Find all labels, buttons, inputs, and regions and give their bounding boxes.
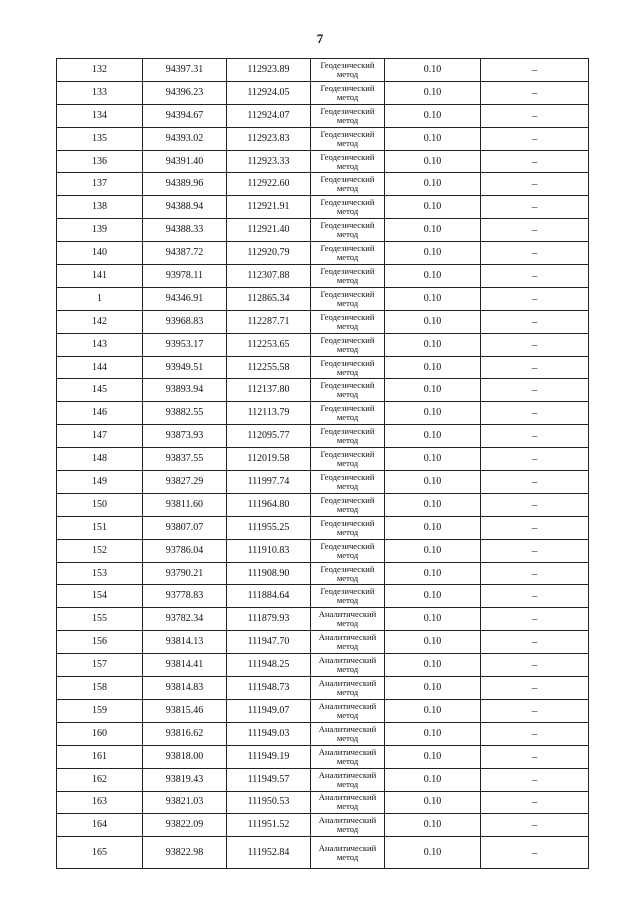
- cell-y: 111950.53: [227, 791, 311, 814]
- cell-point: 162: [57, 768, 143, 791]
- cell-y: 112865.34: [227, 287, 311, 310]
- cell-y: 112924.05: [227, 81, 311, 104]
- cell-note: –: [481, 242, 589, 265]
- cell-note: –: [481, 356, 589, 379]
- cell-x: 93778.83: [143, 585, 227, 608]
- cell-point: 160: [57, 722, 143, 745]
- cell-accuracy: 0.10: [385, 471, 481, 494]
- cell-accuracy: 0.10: [385, 173, 481, 196]
- cell-point: 137: [57, 173, 143, 196]
- cell-y: 112287.71: [227, 310, 311, 333]
- cell-point: 141: [57, 265, 143, 288]
- cell-x: 94397.31: [143, 59, 227, 82]
- cell-x: 94387.72: [143, 242, 227, 265]
- cell-x: 93873.93: [143, 425, 227, 448]
- cell-point: 154: [57, 585, 143, 608]
- cell-y: 112923.89: [227, 59, 311, 82]
- cell-method: Геодезический метод: [311, 59, 385, 82]
- cell-note: –: [481, 173, 589, 196]
- cell-x: 93818.00: [143, 745, 227, 768]
- coordinates-table: [56, 58, 589, 869]
- cell-y: 111949.07: [227, 699, 311, 722]
- coordinates-table-body: [57, 59, 589, 869]
- cell-method: Аналитический метод: [311, 699, 385, 722]
- cell-point: 139: [57, 219, 143, 242]
- table-row: [57, 814, 589, 837]
- cell-point: 159: [57, 699, 143, 722]
- table-row: [57, 265, 589, 288]
- cell-point: 150: [57, 493, 143, 516]
- table-row: [57, 356, 589, 379]
- cell-note: –: [481, 265, 589, 288]
- cell-y: 112920.79: [227, 242, 311, 265]
- cell-accuracy: 0.10: [385, 631, 481, 654]
- cell-point: 152: [57, 539, 143, 562]
- table-row: [57, 402, 589, 425]
- table-row: [57, 493, 589, 516]
- cell-accuracy: 0.10: [385, 654, 481, 677]
- cell-note: –: [481, 654, 589, 677]
- cell-point: 144: [57, 356, 143, 379]
- cell-y: 111948.25: [227, 654, 311, 677]
- cell-accuracy: 0.10: [385, 677, 481, 700]
- cell-method: Геодезический метод: [311, 516, 385, 539]
- cell-point: 134: [57, 104, 143, 127]
- cell-method: Геодезический метод: [311, 425, 385, 448]
- cell-x: 94346.91: [143, 287, 227, 310]
- cell-x: 93807.07: [143, 516, 227, 539]
- table-row: [57, 608, 589, 631]
- cell-note: –: [481, 493, 589, 516]
- cell-point: 156: [57, 631, 143, 654]
- cell-point: 164: [57, 814, 143, 837]
- cell-method: Аналитический метод: [311, 814, 385, 837]
- table-row: [57, 448, 589, 471]
- cell-method: Геодезический метод: [311, 173, 385, 196]
- cell-x: 93811.60: [143, 493, 227, 516]
- cell-method: Геодезический метод: [311, 196, 385, 219]
- cell-note: –: [481, 219, 589, 242]
- cell-accuracy: 0.10: [385, 242, 481, 265]
- cell-method: Геодезический метод: [311, 471, 385, 494]
- cell-method: Аналитический метод: [311, 608, 385, 631]
- cell-note: –: [481, 196, 589, 219]
- cell-y: 111879.93: [227, 608, 311, 631]
- table-row: [57, 81, 589, 104]
- cell-note: –: [481, 471, 589, 494]
- cell-point: 1: [57, 287, 143, 310]
- cell-y: 111951.52: [227, 814, 311, 837]
- cell-accuracy: 0.10: [385, 150, 481, 173]
- cell-note: –: [481, 448, 589, 471]
- cell-y: 111910.83: [227, 539, 311, 562]
- cell-method: Геодезический метод: [311, 493, 385, 516]
- cell-y: 112922.60: [227, 173, 311, 196]
- table-row: [57, 699, 589, 722]
- table-row: [57, 516, 589, 539]
- cell-y: 111884.64: [227, 585, 311, 608]
- cell-x: 93822.09: [143, 814, 227, 837]
- cell-method: Геодезический метод: [311, 150, 385, 173]
- cell-note: –: [481, 768, 589, 791]
- cell-x: 93814.83: [143, 677, 227, 700]
- cell-point: 135: [57, 127, 143, 150]
- cell-note: –: [481, 104, 589, 127]
- cell-y: 111949.03: [227, 722, 311, 745]
- cell-accuracy: 0.10: [385, 562, 481, 585]
- cell-method: Аналитический метод: [311, 654, 385, 677]
- cell-y: 112113.79: [227, 402, 311, 425]
- cell-method: Геодезический метод: [311, 402, 385, 425]
- table-row: [57, 219, 589, 242]
- cell-y: 111952.84: [227, 837, 311, 869]
- cell-x: 93949.51: [143, 356, 227, 379]
- cell-accuracy: 0.10: [385, 585, 481, 608]
- cell-accuracy: 0.10: [385, 837, 481, 869]
- cell-x: 94388.94: [143, 196, 227, 219]
- cell-point: 158: [57, 677, 143, 700]
- cell-note: –: [481, 287, 589, 310]
- cell-x: 93814.41: [143, 654, 227, 677]
- cell-point: 161: [57, 745, 143, 768]
- cell-point: 136: [57, 150, 143, 173]
- cell-note: –: [481, 127, 589, 150]
- cell-note: –: [481, 539, 589, 562]
- table-row: [57, 768, 589, 791]
- cell-accuracy: 0.10: [385, 104, 481, 127]
- cell-method: Геодезический метод: [311, 379, 385, 402]
- cell-point: 138: [57, 196, 143, 219]
- table-row: [57, 837, 589, 869]
- cell-accuracy: 0.10: [385, 402, 481, 425]
- cell-method: Аналитический метод: [311, 768, 385, 791]
- cell-accuracy: 0.10: [385, 493, 481, 516]
- cell-point: 146: [57, 402, 143, 425]
- table-row: [57, 150, 589, 173]
- cell-accuracy: 0.10: [385, 425, 481, 448]
- cell-y: 111948.73: [227, 677, 311, 700]
- cell-accuracy: 0.10: [385, 722, 481, 745]
- cell-note: –: [481, 745, 589, 768]
- table-row: [57, 425, 589, 448]
- cell-method: Аналитический метод: [311, 631, 385, 654]
- cell-method: Аналитический метод: [311, 791, 385, 814]
- cell-point: 133: [57, 81, 143, 104]
- cell-x: 93819.43: [143, 768, 227, 791]
- table-row: [57, 196, 589, 219]
- cell-x: 93893.94: [143, 379, 227, 402]
- cell-point: 151: [57, 516, 143, 539]
- table-row: [57, 104, 589, 127]
- cell-x: 93953.17: [143, 333, 227, 356]
- cell-note: –: [481, 59, 589, 82]
- cell-method: Геодезический метод: [311, 539, 385, 562]
- cell-note: –: [481, 333, 589, 356]
- cell-note: –: [481, 402, 589, 425]
- cell-point: 147: [57, 425, 143, 448]
- cell-method: Геодезический метод: [311, 81, 385, 104]
- cell-y: 112307.88: [227, 265, 311, 288]
- cell-accuracy: 0.10: [385, 516, 481, 539]
- cell-note: –: [481, 837, 589, 869]
- cell-accuracy: 0.10: [385, 745, 481, 768]
- cell-method: Геодезический метод: [311, 310, 385, 333]
- cell-accuracy: 0.10: [385, 265, 481, 288]
- cell-accuracy: 0.10: [385, 219, 481, 242]
- cell-note: –: [481, 608, 589, 631]
- cell-note: –: [481, 562, 589, 585]
- cell-note: –: [481, 631, 589, 654]
- table-row: [57, 379, 589, 402]
- table-row: [57, 287, 589, 310]
- cell-method: Геодезический метод: [311, 356, 385, 379]
- cell-x: 94393.02: [143, 127, 227, 150]
- cell-method: Геодезический метод: [311, 562, 385, 585]
- cell-accuracy: 0.10: [385, 379, 481, 402]
- cell-accuracy: 0.10: [385, 539, 481, 562]
- cell-method: Геодезический метод: [311, 265, 385, 288]
- cell-point: 163: [57, 791, 143, 814]
- cell-y: 112923.83: [227, 127, 311, 150]
- cell-note: –: [481, 722, 589, 745]
- cell-x: 93827.29: [143, 471, 227, 494]
- table-row: [57, 745, 589, 768]
- cell-accuracy: 0.10: [385, 356, 481, 379]
- cell-accuracy: 0.10: [385, 814, 481, 837]
- table-row: [57, 722, 589, 745]
- cell-x: 93882.55: [143, 402, 227, 425]
- cell-x: 94389.96: [143, 173, 227, 196]
- cell-y: 112253.65: [227, 333, 311, 356]
- cell-method: Геодезический метод: [311, 448, 385, 471]
- cell-y: 111955.25: [227, 516, 311, 539]
- cell-x: 93814.13: [143, 631, 227, 654]
- table-row: [57, 310, 589, 333]
- cell-y: 112921.91: [227, 196, 311, 219]
- cell-method: Геодезический метод: [311, 585, 385, 608]
- cell-y: 111949.57: [227, 768, 311, 791]
- cell-note: –: [481, 425, 589, 448]
- cell-note: –: [481, 585, 589, 608]
- cell-y: 111949.19: [227, 745, 311, 768]
- table-row: [57, 539, 589, 562]
- table-row: [57, 791, 589, 814]
- cell-method: Аналитический метод: [311, 745, 385, 768]
- table-row: [57, 562, 589, 585]
- cell-note: –: [481, 516, 589, 539]
- cell-point: 165: [57, 837, 143, 869]
- cell-accuracy: 0.10: [385, 448, 481, 471]
- cell-note: –: [481, 310, 589, 333]
- cell-y: 112923.33: [227, 150, 311, 173]
- table-row: [57, 677, 589, 700]
- cell-accuracy: 0.10: [385, 608, 481, 631]
- cell-x: 93837.55: [143, 448, 227, 471]
- cell-accuracy: 0.10: [385, 310, 481, 333]
- table-row: [57, 173, 589, 196]
- cell-point: 143: [57, 333, 143, 356]
- cell-y: 111947.70: [227, 631, 311, 654]
- cell-x: 93822.98: [143, 837, 227, 869]
- page-number: 7: [316, 31, 324, 46]
- cell-x: 93968.83: [143, 310, 227, 333]
- cell-point: 142: [57, 310, 143, 333]
- cell-x: 93978.11: [143, 265, 227, 288]
- cell-x: 93790.21: [143, 562, 227, 585]
- cell-y: 111997.74: [227, 471, 311, 494]
- table-row: [57, 631, 589, 654]
- cell-x: 93782.34: [143, 608, 227, 631]
- cell-y: 112137.80: [227, 379, 311, 402]
- cell-point: 155: [57, 608, 143, 631]
- cell-accuracy: 0.10: [385, 699, 481, 722]
- cell-point: 140: [57, 242, 143, 265]
- cell-method: Геодезический метод: [311, 333, 385, 356]
- cell-accuracy: 0.10: [385, 196, 481, 219]
- cell-x: 93821.03: [143, 791, 227, 814]
- cell-y: 111908.90: [227, 562, 311, 585]
- table-row: [57, 585, 589, 608]
- cell-point: 145: [57, 379, 143, 402]
- table-row: [57, 127, 589, 150]
- cell-method: Аналитический метод: [311, 677, 385, 700]
- cell-accuracy: 0.10: [385, 287, 481, 310]
- cell-accuracy: 0.10: [385, 59, 481, 82]
- cell-method: Геодезический метод: [311, 104, 385, 127]
- cell-method: Геодезический метод: [311, 287, 385, 310]
- cell-x: 93786.04: [143, 539, 227, 562]
- table-row: [57, 59, 589, 82]
- cell-point: 149: [57, 471, 143, 494]
- cell-method: Геодезический метод: [311, 219, 385, 242]
- cell-point: 132: [57, 59, 143, 82]
- cell-accuracy: 0.10: [385, 333, 481, 356]
- cell-x: 94396.23: [143, 81, 227, 104]
- cell-y: 112921.40: [227, 219, 311, 242]
- cell-accuracy: 0.10: [385, 127, 481, 150]
- cell-method: Геодезический метод: [311, 127, 385, 150]
- cell-y: 112255.58: [227, 356, 311, 379]
- cell-x: 94391.40: [143, 150, 227, 173]
- cell-note: –: [481, 150, 589, 173]
- cell-y: 112924.07: [227, 104, 311, 127]
- cell-method: Геодезический метод: [311, 242, 385, 265]
- cell-point: 153: [57, 562, 143, 585]
- table-row: [57, 471, 589, 494]
- cell-method: Аналитический метод: [311, 722, 385, 745]
- table-row: [57, 654, 589, 677]
- cell-y: 112095.77: [227, 425, 311, 448]
- cell-accuracy: 0.10: [385, 81, 481, 104]
- cell-note: –: [481, 81, 589, 104]
- cell-x: 93816.62: [143, 722, 227, 745]
- cell-note: –: [481, 791, 589, 814]
- cell-accuracy: 0.10: [385, 768, 481, 791]
- cell-point: 157: [57, 654, 143, 677]
- cell-note: –: [481, 814, 589, 837]
- cell-x: 94388.33: [143, 219, 227, 242]
- cell-note: –: [481, 699, 589, 722]
- cell-y: 111964.80: [227, 493, 311, 516]
- cell-accuracy: 0.10: [385, 791, 481, 814]
- cell-x: 93815.46: [143, 699, 227, 722]
- cell-note: –: [481, 677, 589, 700]
- cell-note: –: [481, 379, 589, 402]
- table-row: [57, 242, 589, 265]
- cell-y: 112019.58: [227, 448, 311, 471]
- cell-method: Аналитический метод: [311, 837, 385, 869]
- table-row: [57, 333, 589, 356]
- cell-point: 148: [57, 448, 143, 471]
- cell-x: 94394.67: [143, 104, 227, 127]
